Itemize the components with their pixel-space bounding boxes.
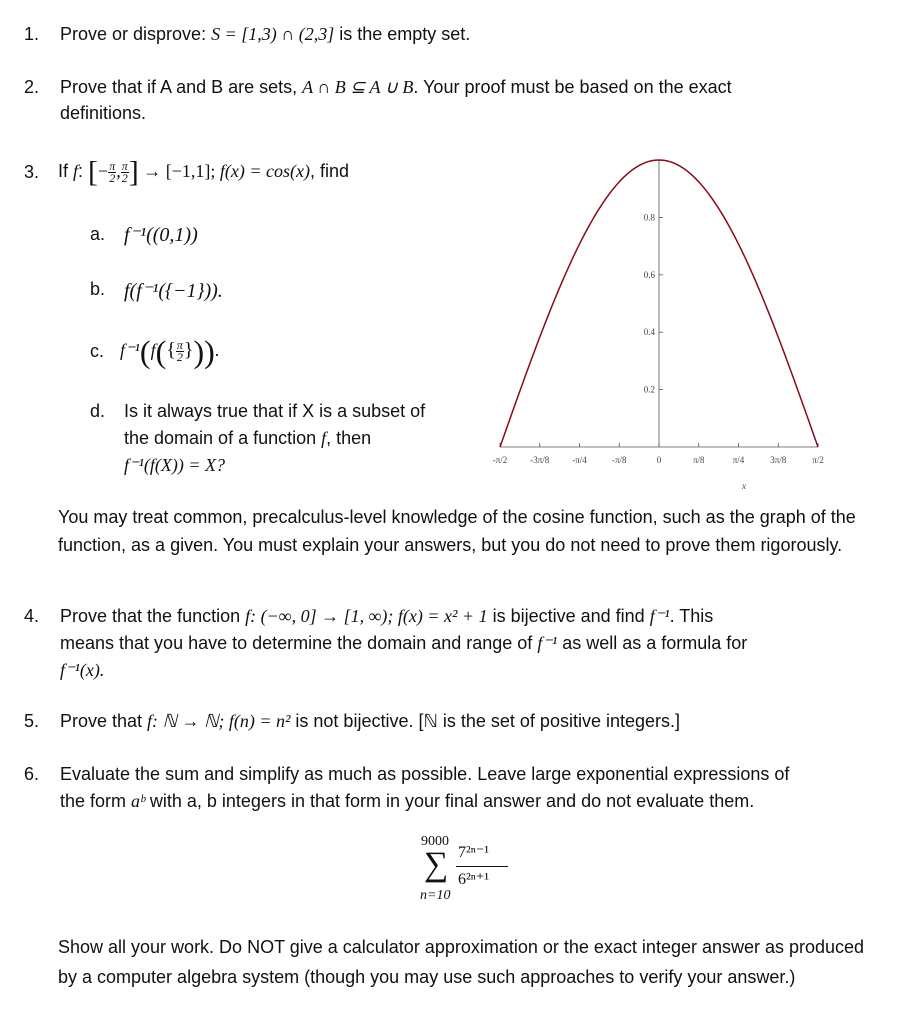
- q3-number: 3.: [24, 162, 40, 182]
- x-tick-label: π/2: [812, 455, 824, 465]
- q3d-line3: f⁻¹(f(X)) = X?: [124, 455, 226, 475]
- q5-number: 5.: [24, 711, 40, 731]
- sum-fraction-bar: [456, 866, 508, 867]
- cosine-graph: [485, 150, 835, 495]
- sum-upper: 9000: [421, 834, 449, 849]
- q3a-math: f⁻¹((0,1)): [124, 224, 198, 246]
- graph-axes: [500, 160, 818, 447]
- x-tick-label: π/8: [692, 455, 705, 465]
- q2-number: 2.: [24, 77, 40, 97]
- x-tick-label: -π/2: [492, 455, 508, 465]
- q3d-label: d.: [90, 401, 106, 421]
- x-axis-label: x: [742, 481, 746, 491]
- q4-line1: Prove that the function f: (−∞, 0] → [1, ∞); f(x) = x² + 1 is bijective and find f⁻¹. This: [60, 606, 714, 626]
- y-tick-label: 0.2: [643, 384, 655, 395]
- q6-line1: Evaluate the sum and simplify as much as possible. Leave large exponential expressions of: [60, 764, 790, 784]
- y-tick-label: 0.8: [643, 212, 655, 223]
- q3-statement: If f: [− $\frac{\pi}{2}$ , $\frac{\pi}{2}$ ] → [−1,1]; f(x) = cos(x), find: [58, 155, 350, 189]
- q3a-label: a.: [90, 224, 106, 244]
- q5-text: Prove that f: ℕ → ℕ; f(n) = n² is not bijective. [ℕ is the set of positive integers.]: [60, 711, 680, 731]
- x-tick-label: -3π/8: [530, 455, 550, 465]
- q3c-label: c.: [90, 341, 105, 361]
- q6-line2: the form aᵇ with a, b integers in that form in your final answer and do not evaluate them.: [60, 791, 755, 811]
- x-tick-label: -π/4: [572, 455, 587, 465]
- x-tick-label: -π/8: [611, 455, 627, 465]
- graph-ticks: [493, 212, 824, 491]
- sum-numerator: 7²ⁿ⁻¹: [458, 844, 490, 861]
- q6-number: 6.: [24, 764, 40, 784]
- q3b-math: f(f⁻¹({−1})).: [124, 280, 223, 302]
- sum-lower: n=10: [420, 888, 451, 903]
- q3d-line1: Is it always true that if X is a subset of: [124, 401, 426, 421]
- q4-number: 4.: [24, 606, 40, 626]
- q3-note: You may treat common, precalculus-level knowledge of the cosine function, such as the graph of the function, as a given. You must explain your answers, but you do not need to prove them rigorously.: [58, 507, 856, 555]
- x-tick-label: 3π/8: [770, 455, 787, 465]
- sum-sigma: ∑: [424, 846, 449, 883]
- sum-denominator: 6²ⁿ⁺¹: [458, 871, 490, 888]
- q3c-math: f⁻¹(f({ $\frac{\pi}{2}$ })).: [120, 333, 220, 370]
- x-tick-label: π/4: [732, 455, 745, 465]
- q3d-line2: the domain of a function f, then: [124, 428, 372, 448]
- x-tick-label: 0: [656, 455, 662, 465]
- y-tick-label: 0.4: [643, 327, 655, 338]
- q1-number: 1.: [24, 24, 40, 44]
- q2-math: A ∩ B ⊆ A ∪ B: [302, 77, 414, 97]
- q2-line1: Prove that if A and B are sets, A ∩ B ⊆ A ∪ B. Your proof must be based on the exact: [60, 77, 732, 97]
- q4-line3: f⁻¹(x).: [60, 660, 105, 680]
- q2-line2: definitions.: [60, 103, 147, 123]
- q1-math: S = [1,3) ∩ (2,3]: [211, 24, 335, 44]
- q4-line2: means that you have to determine the domain and range of f⁻¹ as well as a formula for: [60, 633, 748, 653]
- q6-footer: Show all your work. Do NOT give a calculator approximation or the exact integer answer as produced by a computer algebra system (though you may use such approaches to verify your answer.): [58, 937, 865, 987]
- q1-text: Prove or disprove: S = [1,3) ∩ (2,3] is the empty set.: [60, 24, 471, 44]
- y-tick-label: 0.6: [643, 269, 655, 280]
- q3b-label: b.: [90, 279, 106, 299]
